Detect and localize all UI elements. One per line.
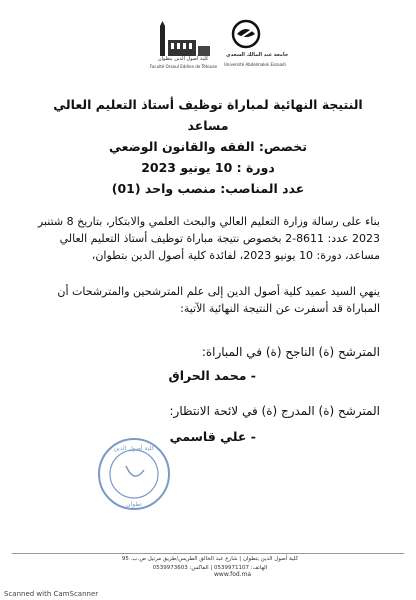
- footer-address: كلية أصول الدين بتطوان | شارع عبد الخالق الطريس/طريق مرتيل ص.ب. 95: [121, 556, 299, 562]
- stamp-text-bottom: تطوان: [126, 501, 142, 508]
- faculty-logo-caption-fr: Faculté Ossoul Eddine de Tétouan: [150, 64, 218, 69]
- scanner-watermark: Scanned with CamScanner: [4, 590, 99, 598]
- waitlist-name: - علي قاسمي: [169, 429, 256, 444]
- university-logo-icon: [222, 18, 270, 76]
- paragraph-reference: بناء على رسالة وزارة التعليم العالي والبحث العلمي والابتكار، بتاريخ 8 شتنبر 2023 عدد: 8611-2 بخصوص نتيجة مباراة توظيف أستاذ التعليم العالي مساعد، دورة: 10 يونيو 2023، لفائدة كلية أصول الدين بتطوان،: [37, 215, 380, 262]
- stamp-text-top: كلية أصول الدين: [113, 445, 155, 452]
- faculty-logo-caption-ar: كلية أصول الدين بتطوان: [158, 56, 209, 62]
- winner-name: - محمد الحراق: [168, 368, 256, 383]
- waitlist-label: المترشح (ة) المدرج (ة) في لائحة الانتظار:: [169, 404, 380, 418]
- winner-label: المترشح (ة) الناجح (ة) في المباراة:: [201, 345, 380, 359]
- footer-divider: [12, 553, 404, 554]
- header-logos: [0, 18, 416, 78]
- title-line-2: تخصص: الفقه والقانون الوضعي: [109, 139, 307, 154]
- paragraph-announcement: ينهي السيد عميد كلية أصول الدين إلى علم المترشحين والمترشحات أن المباراة قد أسفرت عن النتيجة النهائية الآتية:: [57, 285, 380, 315]
- footer-phones: الهاتف: 0539971107 | الفاكس: 0539973603: [152, 565, 268, 571]
- official-stamp-icon: [96, 436, 172, 512]
- university-logo-caption-en: Université Abdelmalek Essaadi: [224, 62, 286, 67]
- title-line-4: عدد المناصب: منصب واحد (01): [111, 181, 305, 196]
- document-title: [40, 94, 376, 199]
- footer-contact: [30, 555, 390, 573]
- footer-website-link[interactable]: www.fod.ma: [214, 571, 252, 578]
- title-line-3: دورة : 10 يونيو 2023: [141, 160, 275, 175]
- title-line-1: النتيجة النهائية لمباراة توظيف أستاذ التعليم العالي مساعد: [53, 97, 363, 133]
- university-logo-caption-ar: جامعة عبد المالك السعدي: [226, 52, 289, 58]
